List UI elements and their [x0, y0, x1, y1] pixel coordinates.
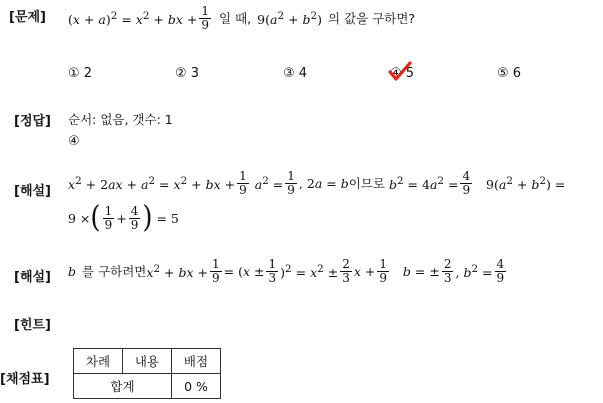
answer-line-1: 순서: 없음, 갯수: 1: [68, 112, 173, 127]
scoring-table: [73, 348, 221, 399]
choice-5[interactable]: [497, 66, 521, 81]
explanation-label-2: [해설]: [14, 270, 51, 285]
checkmark-icon: [387, 60, 413, 82]
problem-label: [문제]: [9, 10, 46, 25]
explanation-2-prefix: 를 구하려면: [82, 264, 147, 280]
scoring-label: [채점표]: [0, 372, 50, 387]
problem-statement: [68, 5, 415, 31]
problem-question-text: 의 값을 구하면?: [328, 11, 416, 27]
table-header-content: 내용: [123, 349, 172, 374]
problem-equation: $(x + a)^2 = x^2$ + bx +: [68, 9, 198, 27]
choice-value: 3: [190, 66, 200, 81]
choice-marker: ⑤: [497, 66, 509, 81]
problem-target-expression: $9(a^2 + b^2)$: [257, 9, 323, 27]
explanation-label-1: [해설]: [14, 184, 51, 199]
choice-2[interactable]: [175, 66, 199, 81]
table-total-value: 0 %: [172, 374, 221, 399]
problem-condition-text: 일 때,: [219, 11, 252, 27]
explanation-1-line-2: 9 × ( $\frac{1}{9}$ + $\frac{4}{9}$ ) = 5: [68, 200, 179, 236]
answer-label: [정답]: [14, 114, 51, 129]
explanation-2-line: b 를 구하려면 $x^2$ + bx + $\frac{1}{9}$ = (x ± $\frac{1}{3}$ )$^2 = x^2$ ± $\frac{2}{3}$ x + $\frac{1}{9}$ b = ± $\frac{2}{3}$ , $b^2$ = $\frac{4}{9}$: [68, 257, 505, 285]
hint-label: [힌트]: [14, 318, 51, 333]
explanation-1-line-1: $x^2 + 2ax + a^2 = x^2$ + bx + $\frac{1}{9}$ $a^2$ = $\frac{1}{9}$ , 2a = b 이므로 $b^2 = 4a^2$ = $\frac{4}{9}$ $9(a^2 + b^2)$ =: [68, 169, 566, 197]
table-header-points: 배점: [172, 349, 221, 374]
choice-marker: ③: [283, 66, 295, 81]
choice-value: 2: [83, 66, 93, 81]
table-total-label: 합계: [74, 374, 172, 399]
answer-line-2: ④: [68, 134, 80, 149]
choice-value: 5: [405, 66, 415, 81]
explanation-1-result: = 5: [156, 210, 179, 226]
choice-marker: ②: [175, 66, 187, 81]
choice-value: 6: [512, 66, 522, 81]
choice-3[interactable]: [283, 66, 307, 81]
table-header-order: 차례: [74, 349, 123, 374]
choice-1[interactable]: [68, 66, 92, 81]
fraction-one-ninth: $\frac{1}{9}$: [201, 4, 210, 32]
explanation-1-connector: 이므로: [348, 176, 385, 192]
choice-marker: ④: [390, 66, 402, 81]
choice-value: 4: [298, 66, 308, 81]
choice-marker: ①: [68, 66, 80, 81]
